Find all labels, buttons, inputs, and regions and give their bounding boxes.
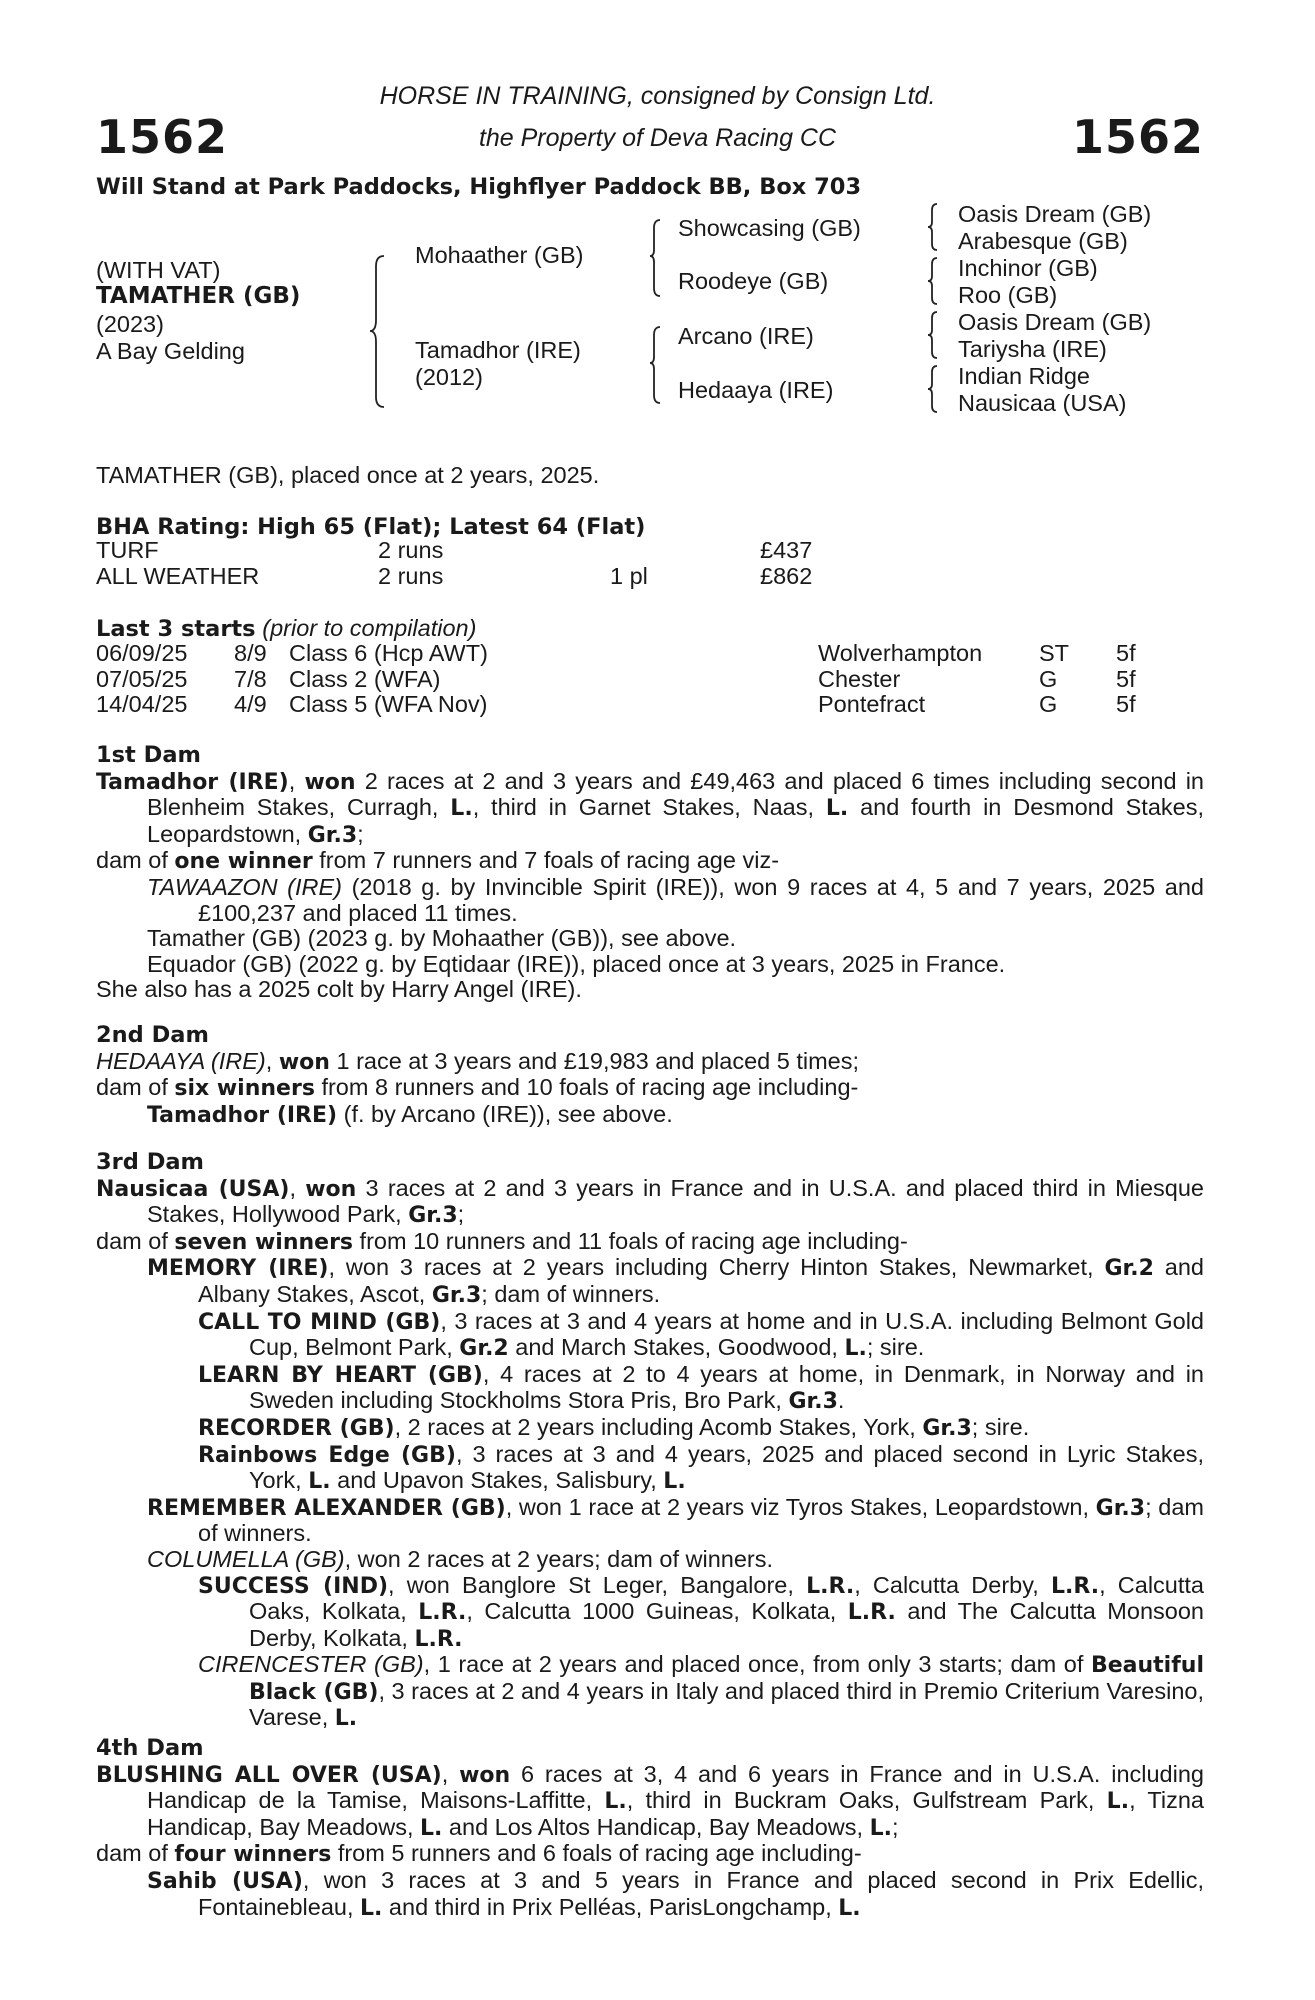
rating-prize: £862 <box>760 563 813 589</box>
grandparent-4: Roo (GB) <box>958 282 1058 308</box>
grandparent-5: Oasis Dream (GB) <box>958 309 1152 335</box>
start-position: 7/8 <box>234 665 267 692</box>
third-dam-section <box>96 1150 1204 1732</box>
horse-year: (2023) <box>96 311 164 337</box>
start-race: Class 5 (WFA Nov) <box>289 691 488 718</box>
fourth-dam-record: BLUSHING ALL OVER (USA), won 6 races at 3, 4 and 6 years in France and in U.S.A. including Handicap de la Tamise, Maisons-Laffitte, L., third in Buckram Oaks, Gulfstream Park, L., Tizna Handicap, Bay Meadows, L. and Los Altos Handicap, Bay Meadows, L.; <box>96 1760 1204 1841</box>
first-dam-section <box>96 743 1204 1003</box>
third-dam-foal: COLUMELLA (GB), won 2 races at 2 years; dam of winners. <box>147 1545 774 1572</box>
third-dam-grandfoal: RECORDER (GB), 2 races at 2 years including Acomb Stakes, York, Gr.3; sire. <box>198 1413 1030 1441</box>
second-dam-foal: Tamadhor (IRE) (f. by Arcano (IRE)), see above. <box>147 1100 673 1128</box>
third-dam-foal: MEMORY (IRE), won 3 races at 2 years including Cherry Hinton Stakes, Newmarket, Gr.2 and Albany Stakes, Ascot, Gr.3; dam of winners. <box>147 1254 1204 1308</box>
fourth-dam-foal: Sahib (USA), won 3 races at 3 and 5 years in France and placed second in Prix Edellic, Fontainebleau, L. and third in Prix Pelléas, ParisLongchamp, L. <box>147 1866 1204 1921</box>
sire-sire: Showcasing (GB) <box>678 215 861 241</box>
grandparent-2: Arabesque (GB) <box>958 228 1128 254</box>
start-date: 07/05/25 <box>96 665 188 692</box>
first-dam-also: She also has a 2025 colt by Harry Angel (IRE). <box>96 976 582 1003</box>
start-going: G <box>1039 665 1058 692</box>
header-consignor: HORSE IN TRAINING, consigned by Consign Ltd. <box>379 82 936 110</box>
start-position: 8/9 <box>234 640 267 666</box>
start-distance: 5f <box>1116 665 1136 692</box>
lot-number-left: 1562 <box>96 110 229 164</box>
start-going: ST <box>1039 640 1070 666</box>
first-dam-record: Tamadhor (IRE), won 2 races at 2 and 3 years and £49,463 and placed 6 times including second in Blenheim Stakes, Curragh, L., third in Garnet Stakes, Naas, L. and fourth in Desmond Stakes, Leopardstown, Gr.3; <box>96 767 1205 848</box>
third-dam-produce: dam of seven winners from 10 runners and 11 foals of racing age including- <box>96 1227 908 1255</box>
third-dam-heading: 3rd Dam <box>96 1149 204 1175</box>
last-starts-title: Last 3 starts <box>96 616 256 642</box>
start-date: 14/04/25 <box>96 691 188 718</box>
grandparent-3: Inchinor (GB) <box>958 255 1098 281</box>
dam-name: Tamadhor (IRE) <box>415 337 581 363</box>
header-property: the Property of Deva Racing CC <box>478 124 837 152</box>
third-dam-grandfoal: SUCCESS (IND), won Banglore St Leger, Bangalore, L.R., Calcutta Derby, L.R., Calcutta Oaks, Kolkata, L.R., Calcutta 1000 Guineas, Kolkata, L.R. and The Calcutta Monsoon Derby, Kolkata, L.R. <box>198 1571 1205 1652</box>
g-bracket-3 <box>926 310 940 360</box>
third-dam-grandfoal: Rainbows Edge (GB), 3 races at 3 and 4 years, 2025 and placed second in Lyric Stakes, York, L. and Upavon Stakes, Salisbury, L. <box>198 1440 1204 1495</box>
start-race: Class 6 (Hcp AWT) <box>289 640 488 666</box>
vat-note: (WITH VAT) <box>96 257 221 283</box>
grandparent-6: Tariysha (IRE) <box>958 336 1107 362</box>
dam-year: (2012) <box>415 364 483 390</box>
main-bracket <box>368 254 388 409</box>
start-distance: 5f <box>1116 691 1136 718</box>
grandparent-7: Indian Ridge <box>958 363 1090 389</box>
start-course: Wolverhampton <box>818 640 983 666</box>
grandparent-1: Oasis Dream (GB) <box>958 201 1152 227</box>
start-course: Pontefract <box>818 691 926 718</box>
start-race: Class 2 (WFA) <box>289 665 441 692</box>
rating-prize: £437 <box>760 537 813 563</box>
grandparent-8: Nausicaa (USA) <box>958 390 1127 416</box>
lot-number-right: 1562 <box>1071 110 1204 164</box>
sire-dam: Roodeye (GB) <box>678 268 829 294</box>
rating-title: BHA Rating: High 65 (Flat); Latest 64 (Flat) <box>96 514 646 540</box>
rating-runs: 2 runs <box>378 563 444 589</box>
sire-name: Mohaather (GB) <box>415 242 584 268</box>
dam-dam: Hedaaya (IRE) <box>678 377 834 403</box>
horse-name: TAMATHER (GB) <box>96 283 301 309</box>
stand-location: Will Stand at Park Paddocks, Highflyer Paddock BB, Box 703 <box>96 174 862 200</box>
start-date: 06/09/25 <box>96 640 188 666</box>
first-dam-foal: Equador (GB) (2022 g. by Eqtidaar (IRE)), placed once at 3 years, 2025 in France. <box>147 950 1006 977</box>
third-dam-record: Nausicaa (USA), won 3 races at 2 and 3 years in France and in U.S.A. and placed third in Miesque Stakes, Hollywood Park, Gr.3; <box>96 1174 1204 1229</box>
g-bracket-2 <box>926 256 940 306</box>
second-dam-produce: dam of six winners from 8 runners and 10 foals of racing age including- <box>96 1074 859 1102</box>
fourth-dam-produce: dam of four winners from 5 runners and 6 foals of racing age including- <box>96 1840 862 1868</box>
first-dam-heading: 1st Dam <box>96 742 201 768</box>
first-dam-foal: TAWAAZON (IRE) (2018 g. by Invincible Spirit (IRE)), won 9 races at 4, 5 and 7 years, 2025 and £100,237 and placed 11 times. <box>147 873 1204 926</box>
fourth-dam-heading: 4th Dam <box>96 1735 204 1761</box>
last-starts-note: (prior to compilation) <box>262 615 477 641</box>
second-dam-section <box>96 1023 1204 1128</box>
g-bracket-4 <box>926 364 940 414</box>
second-dam-heading: 2nd Dam <box>96 1022 209 1048</box>
first-dam-produce: dam of one winner from 7 runners and 7 foals of racing age viz- <box>96 847 780 875</box>
third-dam-grandfoal: CIRENCESTER (GB), 1 race at 2 years and placed once, from only 3 starts; dam of Beautiful Black (GB), 3 races at 2 and 4 years in Italy and placed third in Premio Criterium Varesino, Varese, L. <box>198 1651 1204 1732</box>
start-going: G <box>1039 691 1058 718</box>
second-dam-record: HEDAAYA (IRE), won 1 race at 3 years and £19,983 and placed 5 times; <box>96 1047 860 1075</box>
third-dam-grandfoal: CALL TO MIND (GB), 3 races at 3 and 4 years at home and in U.S.A. including Belmont Gold Cup, Belmont Park, Gr.2 and March Stakes, Goodwood, L.; sire. <box>198 1307 1204 1362</box>
g-bracket-1 <box>926 202 940 252</box>
third-dam-grandfoal: LEARN BY HEART (GB), 4 races at 2 to 4 years at home, in Denmark, in Norway and in Sweden including Stockholms Stora Pris, Bro Park, Gr.3. <box>198 1360 1205 1415</box>
last-starts-heading <box>96 615 476 643</box>
start-distance: 5f <box>1116 640 1136 666</box>
sire-bracket <box>648 218 664 298</box>
start-course: Chester <box>818 665 901 692</box>
dam-bracket <box>648 325 664 405</box>
third-dam-foal: REMEMBER ALEXANDER (GB), won 1 race at 2 years viz Tyros Stakes, Leopardstown, Gr.3; dam of winners. <box>147 1493 1204 1547</box>
start-position: 4/9 <box>234 691 267 718</box>
rating-placed: 1 pl <box>610 563 648 589</box>
rating-surface: TURF <box>96 537 159 563</box>
summary-line: TAMATHER (GB), placed once at 2 years, 2025. <box>96 462 600 488</box>
dam-sire: Arcano (IRE) <box>678 323 814 349</box>
fourth-dam-section <box>96 1736 1204 1921</box>
rating-runs: 2 runs <box>378 537 444 563</box>
rating-surface: ALL WEATHER <box>96 563 260 589</box>
horse-description: A Bay Gelding <box>96 338 245 364</box>
first-dam-foal: Tamather (GB) (2023 g. by Mohaather (GB)), see above. <box>147 925 737 952</box>
